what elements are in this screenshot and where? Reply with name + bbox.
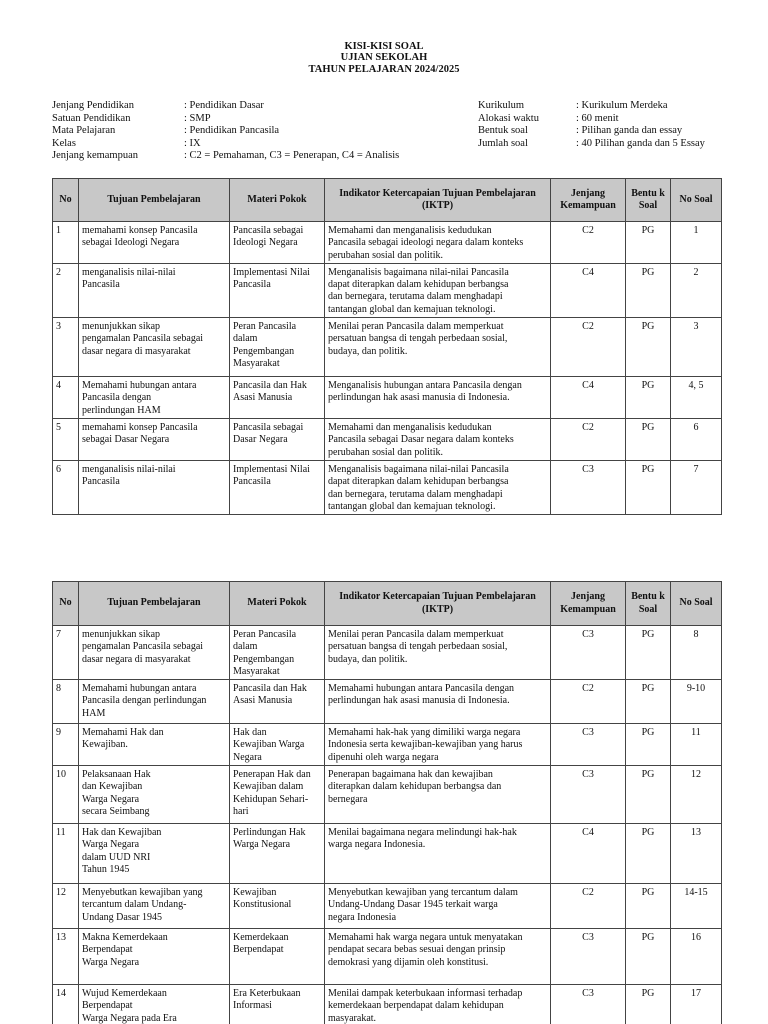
cell-nosoal: 7 <box>671 460 722 514</box>
cell-jenjang: C2 <box>551 680 626 724</box>
cell-tujuan: Makna Kemerdekaan Berpendapat Warga Negara <box>79 929 230 985</box>
meta-row <box>52 138 399 151</box>
header-tujuan: Tujuan Pembelajaran <box>79 179 230 222</box>
table-row <box>53 419 722 461</box>
header-nosoal: No Soal <box>671 179 722 222</box>
cell-bentuk: PG <box>626 680 671 724</box>
cell-materi: Implementasi Nilai Pancasila <box>230 263 325 317</box>
cell-iktp: Memahami dan menganalisis kedudukan Pancasila sebagai Dasar negara dalam konteks perubahan sosial dan politik. <box>325 419 551 461</box>
cell-materi: Pancasila dan Hak Asasi Manusia <box>230 377 325 419</box>
meta-row <box>478 113 705 126</box>
meta-label: Bentuk soal <box>478 125 528 137</box>
cell-materi: Pancasila sebagai Dasar Negara <box>230 419 325 461</box>
table-row <box>53 884 722 929</box>
cell-tujuan: menunjukkan sikap pengamalan Pancasila sebagai dasar negara di masyarakat <box>79 318 230 377</box>
table-row <box>53 263 722 317</box>
meta-label: Satuan Pendidikan <box>52 112 131 124</box>
table-row <box>53 318 722 377</box>
cell-no: 1 <box>53 222 79 264</box>
meta-row <box>52 100 399 113</box>
cell-tujuan: Memahami hubungan antara Pancasila dengan perlindungan HAM <box>79 377 230 419</box>
cell-no: 14 <box>53 985 79 1024</box>
cell-iktp: Memahami dan menganalisis kedudukan Pancasila sebagai ideologi negara dalam konteks perubahan sosial dan politik. <box>325 222 551 264</box>
cell-tujuan: menunjukkan sikap pengamalan Pancasila sebagai dasar negara di masyarakat <box>79 626 230 680</box>
cell-jenjang: C3 <box>551 724 626 766</box>
meta-value: : 40 Pilihan ganda dan 5 Essay <box>576 137 705 149</box>
meta-value: : C2 = Pemahaman, C3 = Penerapan, C4 = Analisis <box>184 150 400 162</box>
doc-title-2: UJIAN SEKOLAH <box>340 52 428 63</box>
cell-bentuk: PG <box>626 824 671 884</box>
cell-no: 12 <box>53 884 79 929</box>
cell-iktp: Penerapan bagaimana hak dan kewajiban diterapkan dalam kehidupan berbangsa dan bernegara <box>325 766 551 824</box>
cell-bentuk: PG <box>626 985 671 1024</box>
header-iktp: Indikator Ketercapaian Tujuan Pembelajaran (IKTP) <box>325 179 551 222</box>
cell-materi: Peran Pancasila dalam Pengembangan Masyarakat <box>230 626 325 680</box>
cell-jenjang: C2 <box>551 884 626 929</box>
cell-no: 5 <box>53 419 79 461</box>
header-materi: Materi Pokok <box>230 179 325 222</box>
cell-no: 7 <box>53 626 79 680</box>
cell-tujuan: Memahami hubungan antara Pancasila dengan perlindungan HAM <box>79 680 230 724</box>
cell-bentuk: PG <box>626 929 671 985</box>
meta-row <box>478 125 705 138</box>
cell-materi: Penerapan Hak dan Kewajiban dalam Kehidupan Sehari- hari <box>230 766 325 824</box>
meta-label: Kelas <box>52 137 76 149</box>
meta-right <box>478 100 705 150</box>
cell-no: 4 <box>53 377 79 419</box>
cell-jenjang: C2 <box>551 318 626 377</box>
cell-iktp: Menyebutkan kewajiban yang tercantum dalam Undang-Undang Dasar 1945 terkait warga negara Indonesia <box>325 884 551 929</box>
header-bentuk: Bentu k Soal <box>626 582 671 626</box>
cell-iktp: Menilai peran Pancasila dalam memperkuat persatuan bangsa di tengah perbedaan sosial, budaya, dan politik. <box>325 318 551 377</box>
cell-iktp: Menilai bagaimana negara melindungi hak-hak warga negara Indonesia. <box>325 824 551 884</box>
cell-nosoal: 4, 5 <box>671 377 722 419</box>
cell-iktp: Memahami hak warga negara untuk menyatakan pendapat secara bebas sesuai dengan prinsip demokrasi yang dijamin oleh konstitusi. <box>325 929 551 985</box>
cell-iktp: Menganalisis bagaimana nilai-nilai Pancasila dapat diterapkan dalam kehidupan berbangsa dan bernegara, terutama dalam menghadapi tantangan global dan kemajuan teknologi. <box>325 263 551 317</box>
table-row <box>53 766 722 824</box>
cell-bentuk: PG <box>626 318 671 377</box>
cell-tujuan: menganalisis nilai-nilai Pancasila <box>79 263 230 317</box>
cell-materi: Pancasila dan Hak Asasi Manusia <box>230 680 325 724</box>
cell-materi: Era Keterbukaan Informasi <box>230 985 325 1024</box>
header-bentuk: Bentu k Soal <box>626 179 671 222</box>
cell-nosoal: 6 <box>671 419 722 461</box>
cell-no: 3 <box>53 318 79 377</box>
doc-title-1: KISI-KISI SOAL <box>344 41 424 52</box>
header-no: No <box>53 179 79 222</box>
cell-no: 8 <box>53 680 79 724</box>
cell-bentuk: PG <box>626 626 671 680</box>
cell-tujuan: memahami konsep Pancasila sebagai Ideologi Negara <box>79 222 230 264</box>
meta-row <box>478 100 705 113</box>
cell-no: 2 <box>53 263 79 317</box>
cell-bentuk: PG <box>626 766 671 824</box>
table-row <box>53 626 722 680</box>
meta-label: Jenjang kemampuan <box>52 150 139 162</box>
cell-materi: Kemerdekaan Berpendapat <box>230 929 325 985</box>
meta-label: Mata Pelajaran <box>52 125 116 137</box>
cell-nosoal: 2 <box>671 263 722 317</box>
meta-label: Jenjang Pendidikan <box>52 100 134 111</box>
table-row <box>53 222 722 264</box>
cell-no: 9 <box>53 724 79 766</box>
meta-label: Alokasi waktu <box>478 112 539 124</box>
header-materi: Materi Pokok <box>230 582 325 626</box>
kisi-table-1 <box>52 178 722 515</box>
meta-value: : IX <box>184 137 201 149</box>
table-row <box>53 460 722 514</box>
cell-no: 11 <box>53 824 79 884</box>
header-jenjang: Jenjang Kemampuan <box>551 582 626 626</box>
cell-no: 10 <box>53 766 79 824</box>
meta-left <box>52 100 399 163</box>
cell-materi: Hak dan Kewajiban Warga Negara <box>230 724 325 766</box>
cell-tujuan: Menyebutkan kewajiban yang tercantum dalam Undang- Undang Dasar 1945 <box>79 884 230 929</box>
cell-jenjang: C4 <box>551 824 626 884</box>
cell-tujuan: menganalisis nilai-nilai Pancasila <box>79 460 230 514</box>
header-iktp: Indikator Ketercapaian Tujuan Pembelajaran (IKTP) <box>325 582 551 626</box>
cell-materi: Kewajiban Konstitusional <box>230 884 325 929</box>
cell-nosoal: 17 <box>671 985 722 1024</box>
meta-value: : Kurikulum Merdeka <box>576 100 668 111</box>
cell-iktp: Menganalisis bagaimana nilai-nilai Pancasila dapat diterapkan dalam kehidupan berbangsa dan bernegara, terutama dalam menghadapi tantangan global dan kemajuan teknologi. <box>325 460 551 514</box>
table-row <box>53 724 722 766</box>
cell-materi: Pancasila sebagai Ideologi Negara <box>230 222 325 264</box>
cell-no: 13 <box>53 929 79 985</box>
meta-row <box>52 150 399 163</box>
meta-row <box>478 138 705 151</box>
meta-row <box>52 113 399 126</box>
cell-bentuk: PG <box>626 724 671 766</box>
cell-jenjang: C4 <box>551 377 626 419</box>
cell-nosoal: 9-10 <box>671 680 722 724</box>
table-row <box>53 680 722 724</box>
cell-jenjang: C2 <box>551 419 626 461</box>
table-row <box>53 377 722 419</box>
cell-tujuan: Wujud Kemerdekaan Berpendapat Warga Negara pada Era <box>79 985 230 1024</box>
cell-jenjang: C3 <box>551 626 626 680</box>
cell-iktp: Memahami hubungan antara Pancasila dengan perlindungan hak asasi manusia di Indonesia. <box>325 680 551 724</box>
cell-jenjang: C3 <box>551 985 626 1024</box>
cell-nosoal: 16 <box>671 929 722 985</box>
meta-value: : 60 menit <box>576 112 619 124</box>
header-tujuan: Tujuan Pembelajaran <box>79 582 230 626</box>
cell-bentuk: PG <box>626 222 671 264</box>
cell-jenjang: C3 <box>551 460 626 514</box>
table-row <box>53 824 722 884</box>
table-row <box>53 929 722 985</box>
meta-value: : Pilihan ganda dan essay <box>576 125 683 137</box>
header-jenjang: Jenjang Kemampuan <box>551 179 626 222</box>
cell-materi: Perlindungan Hak Warga Negara <box>230 824 325 884</box>
cell-nosoal: 14-15 <box>671 884 722 929</box>
meta-value: : Pendidikan Dasar <box>184 100 264 111</box>
meta-value: : Pendidikan Pancasila <box>184 125 280 137</box>
doc-title-3: TAHUN PELAJARAN 2024/2025 <box>308 64 460 75</box>
header-no: No <box>53 582 79 626</box>
meta-value: : SMP <box>184 112 211 124</box>
cell-bentuk: PG <box>626 263 671 317</box>
cell-nosoal: 3 <box>671 318 722 377</box>
cell-no: 6 <box>53 460 79 514</box>
cell-tujuan: Pelaksanaan Hak dan Kewajiban Warga Negara secara Seimbang <box>79 766 230 824</box>
cell-materi: Implementasi Nilai Pancasila <box>230 460 325 514</box>
cell-iktp: Menilai peran Pancasila dalam memperkuat persatuan bangsa di tengah perbedaan sosial, budaya, dan politik. <box>325 626 551 680</box>
table-1-body <box>53 222 722 515</box>
table-2-body <box>53 626 722 1024</box>
cell-bentuk: PG <box>626 460 671 514</box>
meta-label: Jumlah soal <box>478 137 528 149</box>
cell-nosoal: 8 <box>671 626 722 680</box>
cell-bentuk: PG <box>626 377 671 419</box>
cell-jenjang: C3 <box>551 929 626 985</box>
cell-nosoal: 11 <box>671 724 722 766</box>
cell-jenjang: C4 <box>551 263 626 317</box>
cell-iktp: Memahami hak-hak yang dimiliki warga negara Indonesia serta kewajiban-kewajiban yang harus dipenuhi oleh warga negara <box>325 724 551 766</box>
cell-tujuan: Memahami Hak dan Kewajiban. <box>79 724 230 766</box>
cell-nosoal: 12 <box>671 766 722 824</box>
kisi-table-2 <box>52 581 722 1024</box>
cell-tujuan: Hak dan Kewajiban Warga Negara dalam UUD NRI Tahun 1945 <box>79 824 230 884</box>
cell-nosoal: 13 <box>671 824 722 884</box>
cell-jenjang: C3 <box>551 766 626 824</box>
cell-bentuk: PG <box>626 884 671 929</box>
header-nosoal: No Soal <box>671 582 722 626</box>
cell-iktp: Menganalisis hubungan antara Pancasila dengan perlindungan hak asasi manusia di Indonesia. <box>325 377 551 419</box>
cell-tujuan: memahami konsep Pancasila sebagai Dasar Negara <box>79 419 230 461</box>
cell-jenjang: C2 <box>551 222 626 264</box>
meta-row <box>52 125 399 138</box>
cell-materi: Peran Pancasila dalam Pengembangan Masyarakat <box>230 318 325 377</box>
cell-nosoal: 1 <box>671 222 722 264</box>
cell-iktp: Menilai dampak keterbukaan informasi terhadap kemerdekaan berpendapat dalam kehidupan masyarakat. <box>325 985 551 1024</box>
meta-label: Kurikulum <box>478 100 525 111</box>
cell-bentuk: PG <box>626 419 671 461</box>
table-row <box>53 985 722 1024</box>
